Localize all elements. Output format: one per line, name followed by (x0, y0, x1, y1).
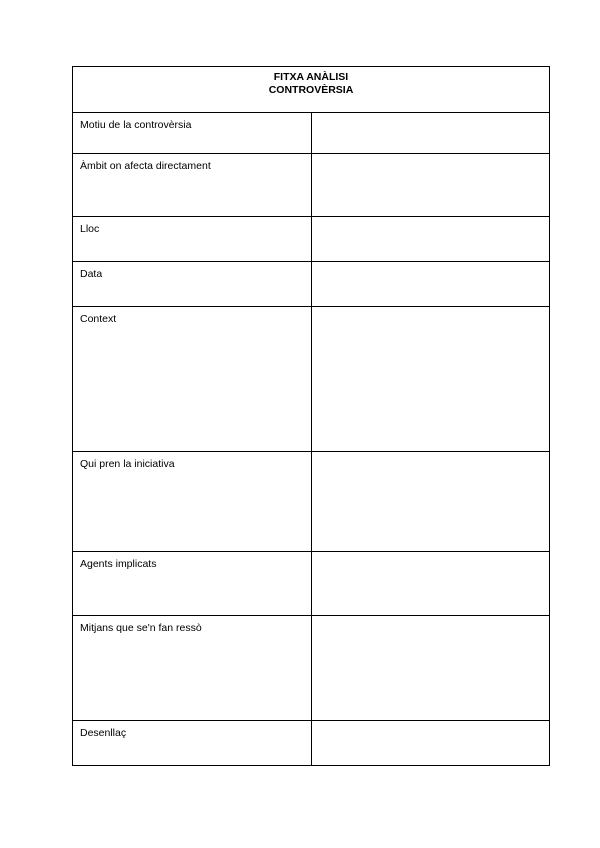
field-value-agents[interactable] (311, 552, 550, 616)
field-label: Lloc (73, 217, 312, 262)
field-value-motiu[interactable] (311, 113, 550, 154)
field-label: Àmbit on afecta directament (73, 154, 312, 217)
field-label: Data (73, 262, 312, 307)
field-value-ambit[interactable] (311, 154, 550, 217)
form-row-data (73, 262, 550, 307)
form-row-motiu (73, 113, 550, 154)
field-value-lloc[interactable] (311, 217, 550, 262)
field-label: Desenllaç (73, 721, 312, 766)
field-value-iniciativa[interactable] (311, 452, 550, 552)
form-row-context (73, 307, 550, 452)
analysis-form-table (72, 66, 550, 766)
title-row (73, 67, 550, 113)
form-row-agents (73, 552, 550, 616)
form-row-desenllac (73, 721, 550, 766)
field-value-mitjans[interactable] (311, 616, 550, 721)
field-label: Mitjans que se'n fan ressò (73, 616, 312, 721)
field-value-desenllac[interactable] (311, 721, 550, 766)
field-value-data[interactable] (311, 262, 550, 307)
form-title-line-2: CONTROVÈRSIA (268, 84, 354, 96)
form-row-iniciativa (73, 452, 550, 552)
form-row-lloc (73, 217, 550, 262)
field-value-context[interactable] (311, 307, 550, 452)
form-title (73, 67, 550, 113)
field-label: Context (73, 307, 312, 452)
form-row-ambit (73, 154, 550, 217)
field-label: Qui pren la iniciativa (73, 452, 312, 552)
field-label: Motiu de la controvèrsia (73, 113, 312, 154)
form-title-line-1: FITXA ANÀLISI (273, 71, 349, 83)
field-label: Agents implicats (73, 552, 312, 616)
form-row-mitjans (73, 616, 550, 721)
